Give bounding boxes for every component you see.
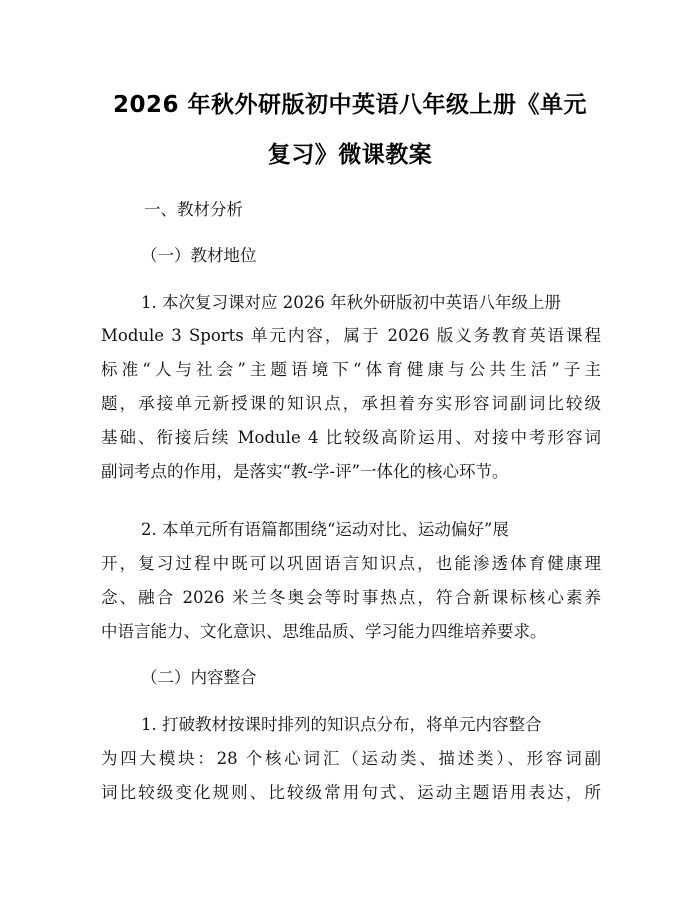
paragraph-1-line: 基础、衔接后续 Module 4 比较级高阶运用、对接中考形容词 — [101, 428, 601, 447]
paragraph-1-line: 1. 本次复习课对应 2026 年秋外研版初中英语八年级上册 — [141, 293, 561, 312]
document-title-line-2: 复习》微课教案 — [267, 142, 433, 168]
document-title-line-1: 2026 年秋外研版初中英语八年级上册《单元 — [112, 92, 588, 118]
subsection-heading-material-status: （一）教材地位 — [141, 246, 257, 265]
section-heading-teaching-material-analysis: 一、教材分析 — [144, 200, 243, 219]
paragraph-1-line: 副词考点的作用，是落实“教-学-评”一体化的核心环节。 — [101, 462, 509, 481]
paragraph-3-line: 词比较级变化规则、比较级常用句式、运动主题语用表达，所 — [101, 783, 601, 802]
paragraph-1-line: Module 3 Sports 单元内容，属于 2026 版义务教育英语课程 — [101, 326, 601, 345]
paragraph-2-line: 念、融合 2026 米兰冬奥会等时事热点，符合新课标核心素养 — [101, 588, 601, 607]
paragraph-2-line: 开，复习过程中既可以巩固语言知识点，也能渗透体育健康理 — [101, 554, 601, 573]
paragraph-3-line: 1. 打破教材按课时排列的知识点分布，将单元内容整合 — [141, 715, 542, 734]
paragraph-3-line: 为四大模块：28 个核心词汇（运动类、描述类）、形容词副 — [101, 749, 601, 768]
paragraph-1-line: 题，承接单元新授课的知识点，承担着夯实形容词副词比较级 — [101, 394, 601, 413]
subsection-heading-content-integration: （二）内容整合 — [141, 668, 257, 687]
paragraph-2-line: 中语言能力、文化意识、思维品质、学习能力四维培养要求。 — [101, 622, 547, 641]
paragraph-1-line: 标准“人与社会”主题语境下“体育健康与公共生活”子主 — [101, 360, 601, 379]
paragraph-2-line: 2. 本单元所有语篇都围绕“运动对比、运动偏好”展 — [141, 520, 509, 539]
